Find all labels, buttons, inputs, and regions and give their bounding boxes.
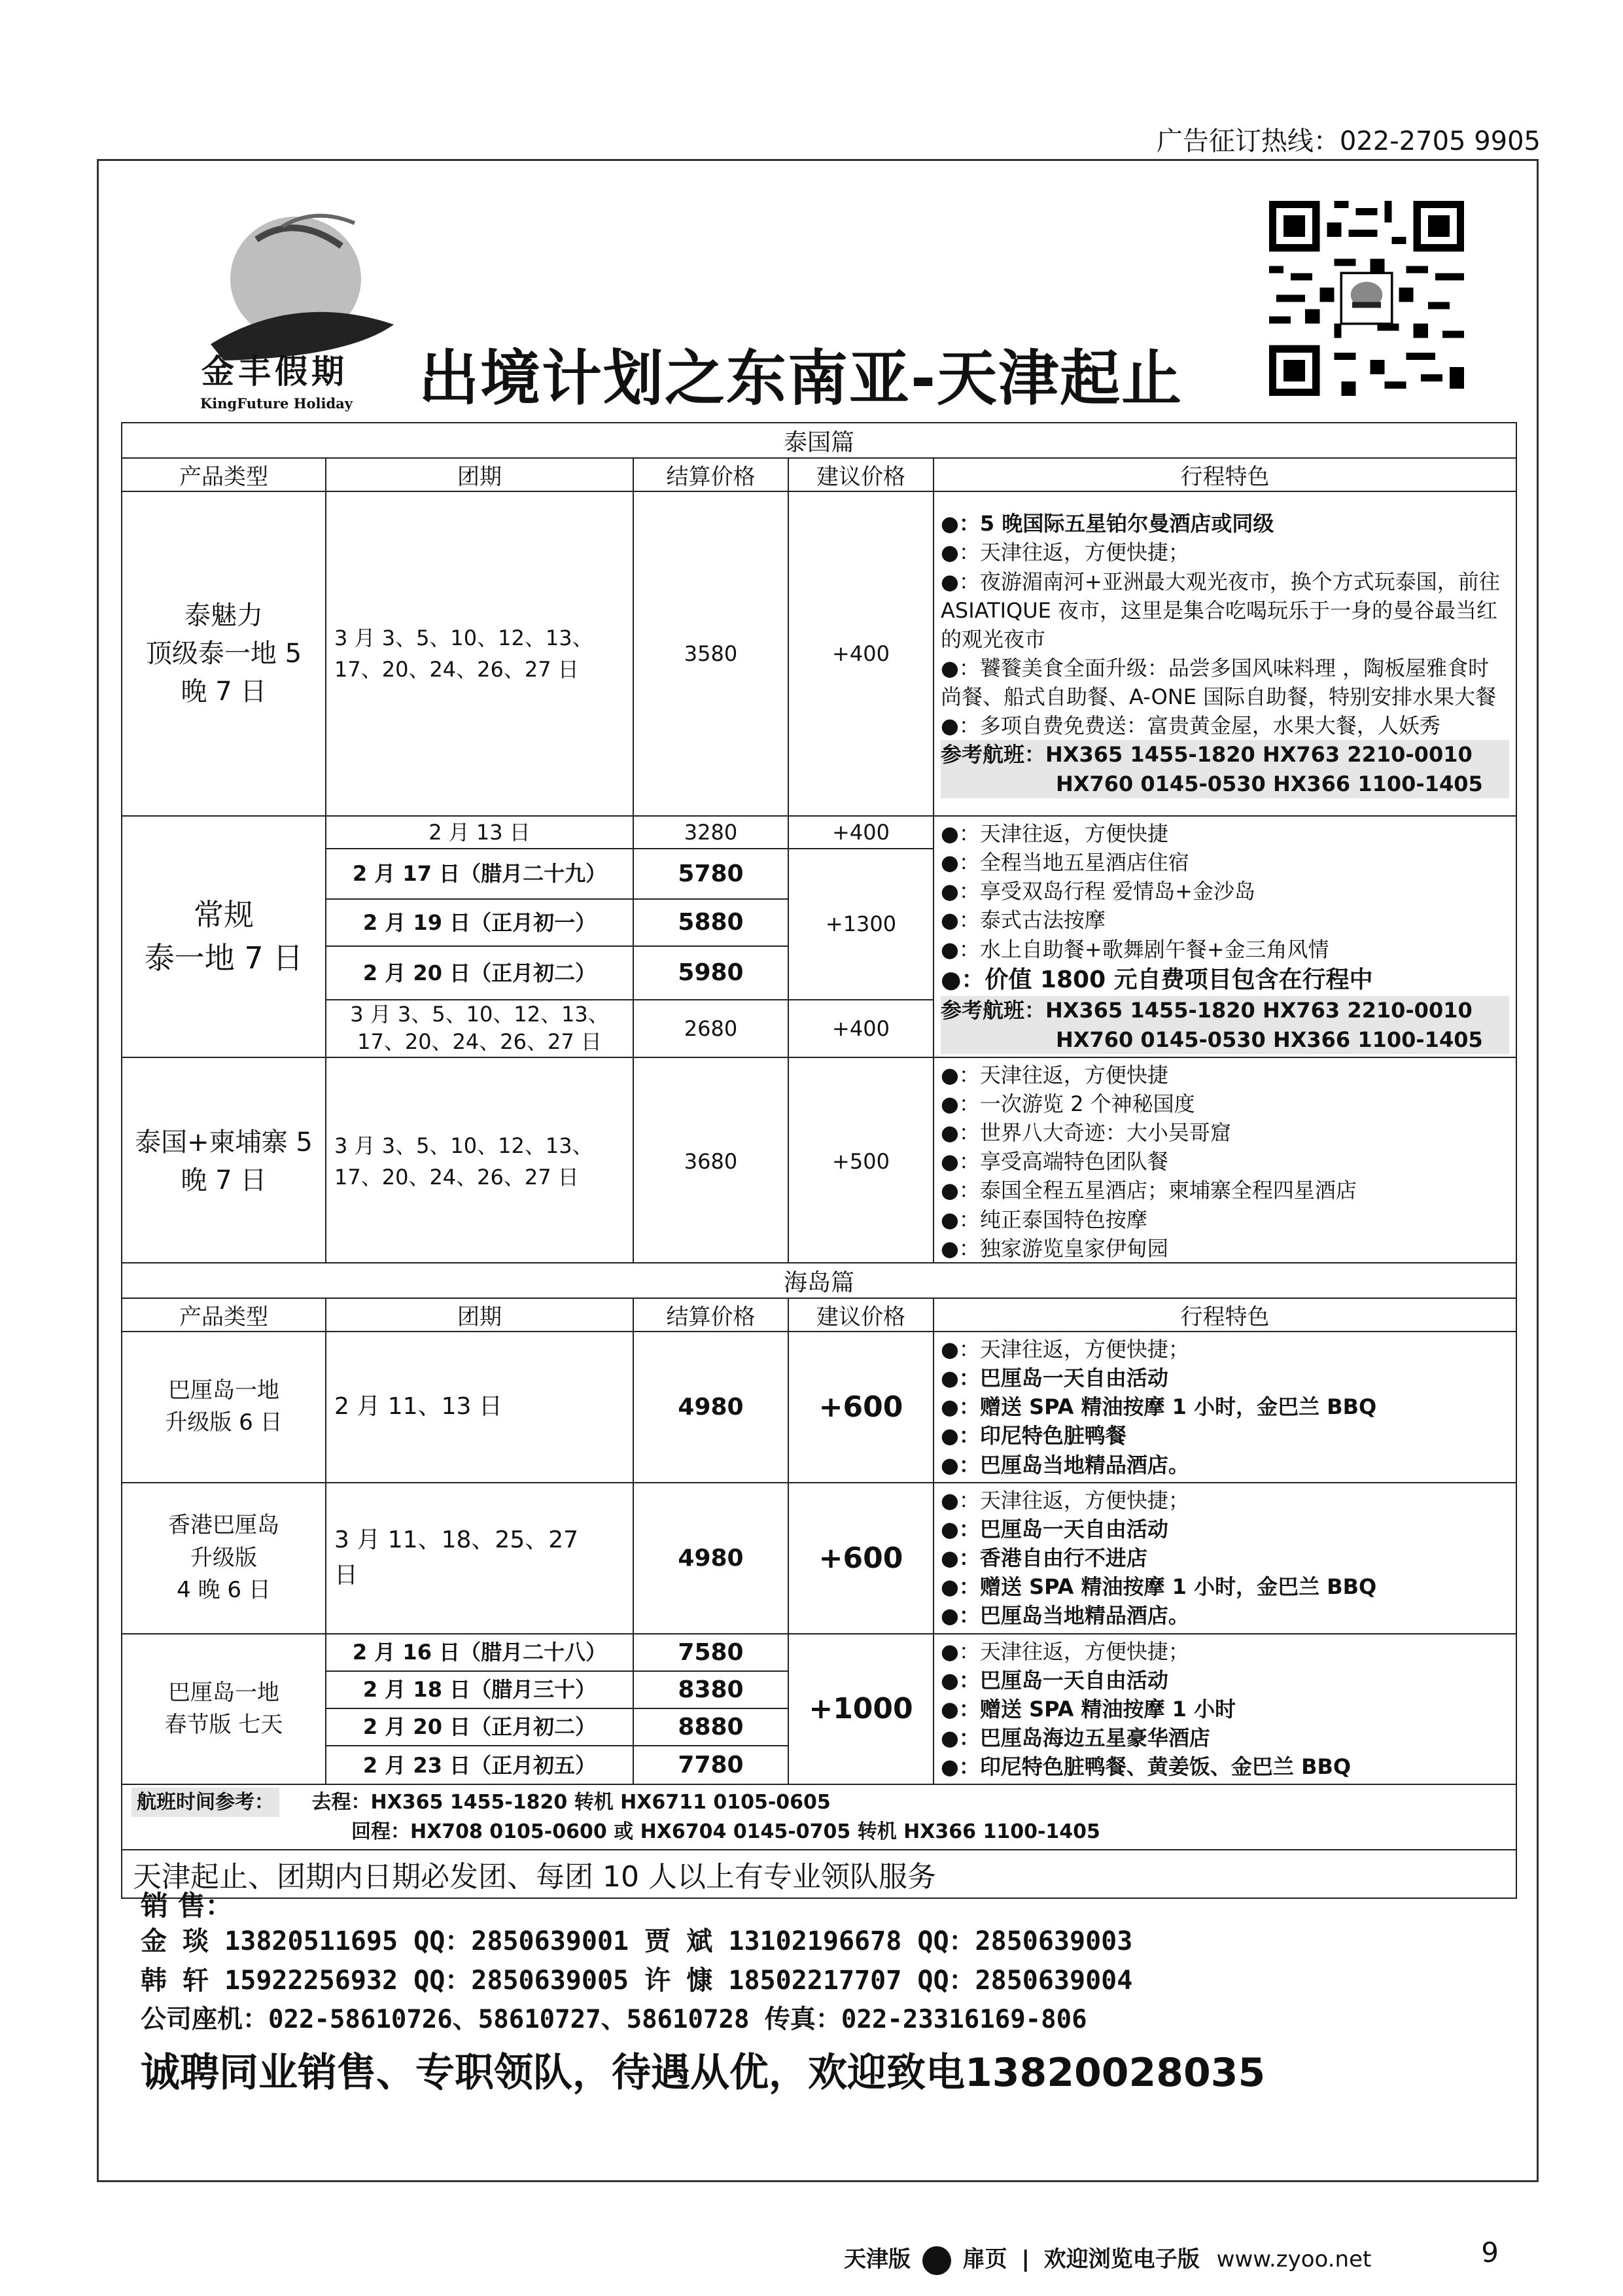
product-features xyxy=(934,491,1516,816)
feature-item: ●：享受双岛行程 爱情岛+金沙岛 xyxy=(941,879,1255,904)
island-table xyxy=(121,1262,1517,1899)
product-features xyxy=(934,1634,1516,1785)
flight-outbound: 去程：HX365 1455-1820 转机 HX6711 0105-0605 xyxy=(311,1791,831,1814)
settle-price: 4980 xyxy=(633,1483,788,1634)
product-type-tai-meili: 泰魅力 顶级泰一地 5 晚 7 日 xyxy=(122,491,326,816)
sales-label: 销 售： xyxy=(141,1890,233,1922)
settle-price: 8880 xyxy=(633,1708,788,1746)
feature-item: ●：巴厘岛海边五星豪华酒店 xyxy=(941,1725,1210,1751)
feature-item: ●：巴厘岛一天自由活动 xyxy=(941,1366,1168,1391)
flight-reference-label: 航班时间参考： xyxy=(131,1788,279,1817)
suggest-price: +500 xyxy=(788,1057,934,1266)
flight-return: 回程：HX708 0105-0600 或 HX6704 0145-0705 转机 HX366 1100-1405 xyxy=(351,1820,1100,1844)
feature-item: ●：印尼特色脏鸭餐、黄姜饭、金巴兰 BBQ xyxy=(941,1754,1352,1780)
tour-guarantee-note: 天津起止、团期内日期必发团、每团 10 人以上有专业领队服务 xyxy=(122,1850,1516,1898)
product-features xyxy=(934,1332,1516,1483)
feature-item: ●：5 晚国际五星铂尔曼酒店或同级 xyxy=(941,511,1274,537)
section-thailand: 泰国篇 xyxy=(122,423,1516,458)
feature-item: ●：巴厘岛当地精品酒店。 xyxy=(941,1452,1189,1477)
feature-item: ●：巴厘岛一天自由活动 xyxy=(941,1516,1168,1542)
product-dates: 3 月 3、5、10、12、13、 17、20、24、26、27 日 xyxy=(326,1057,633,1266)
flight-reference: 参考航班：HX365 1455-1820 HX763 2210-0010 xyxy=(941,740,1509,769)
section-island: 海岛篇 xyxy=(122,1263,1516,1298)
header-features: 行程特色 xyxy=(934,458,1516,491)
feature-item: ●：赠送 SPA 精油按摩 1 小时，金巴兰 BBQ xyxy=(941,1574,1377,1600)
sales-contact-1: 金 琰 13820511695 QQ：2850639001 贾 斌 13102196678 QQ：2850639003 xyxy=(141,1926,1133,1956)
feature-item: ●：天津往返，方便快捷 xyxy=(941,821,1168,846)
settle-price: 2680 xyxy=(633,1000,788,1057)
feature-item: ●：天津往返，方便快捷； xyxy=(941,540,1189,565)
feature-item: ●：夜游湄南河+亚洲最大观光夜市，换个方式玩泰国，前往 ASIATIQUE 夜市，这里是集合吃喝玩乐于一身的曼谷最当红的观光夜市 xyxy=(941,569,1500,652)
product-type-bali-spring: 巴厘岛一地 春节版 七天 xyxy=(122,1634,326,1785)
settle-price: 3580 xyxy=(633,491,788,816)
settle-price: 7580 xyxy=(633,1634,788,1671)
suggest-price: +600 xyxy=(788,1483,934,1634)
feature-item: ●：巴厘岛一天自由活动 xyxy=(941,1667,1168,1693)
recruitment-note: 诚聘同业销售、专职领队，待遇从优，欢迎致电13820028035 xyxy=(141,2050,1266,2096)
product-date: 2 月 16 日（腊月二十八） xyxy=(326,1634,633,1671)
feature-item: ●：天津往返，方便快捷； xyxy=(941,1638,1189,1664)
sales-contact-2: 韩 轩 15922256932 QQ：2850639005 许 慷 18502217707 QQ：2850639004 xyxy=(141,1966,1133,1996)
feature-item: ●：泰国全程五星酒店；柬埔寨全程四星酒店 xyxy=(941,1178,1357,1203)
flight-time-reference xyxy=(122,1784,1516,1850)
feature-item: ●：赠送 SPA 精油按摩 1 小时，金巴兰 BBQ xyxy=(941,1394,1377,1420)
settle-price: 5880 xyxy=(633,899,788,946)
suggest-price: +1300 xyxy=(788,849,934,1000)
header-suggest-price: 建议价格 xyxy=(788,1298,934,1332)
header-settle-price: 结算价格 xyxy=(633,458,788,491)
product-features xyxy=(934,816,1516,1057)
product-type-changgui: 常规 泰一地 7 日 xyxy=(122,816,326,1057)
product-type-bali: 巴厘岛一地 升级版 6 日 xyxy=(122,1332,326,1483)
product-date: 2 月 18 日（腊月三十） xyxy=(326,1671,633,1708)
feature-item: ●：多项自费免费送：富贵黄金屋，水果大餐，人妖秀 xyxy=(941,713,1440,739)
feature-item: ●：全程当地五星酒店住宿 xyxy=(941,850,1189,875)
qr-code xyxy=(1253,194,1480,403)
feature-item: ●：世界八大奇迹：大小吴哥窟 xyxy=(941,1120,1231,1146)
feature-item: ●：印尼特色脏鸭餐 xyxy=(941,1423,1126,1449)
welcome-text: 欢迎浏览电子版 xyxy=(1043,2246,1200,2272)
suggest-price: +600 xyxy=(788,1332,934,1483)
brand-icon xyxy=(922,2246,951,2275)
header-dates: 团期 xyxy=(326,1298,633,1332)
suggest-price: +400 xyxy=(788,1000,934,1057)
header-product-type: 产品类型 xyxy=(122,1298,326,1332)
settle-price: 5780 xyxy=(633,849,788,899)
header-suggest-price: 建议价格 xyxy=(788,458,934,491)
feature-item: ●：纯正泰国特色按摩 xyxy=(941,1207,1147,1232)
company-phone: 公司座机：022-58610726、58610727、58610728 传真：022-23316169-806 xyxy=(141,2005,1087,2034)
logo-english: KingFuture Holiday xyxy=(200,395,353,412)
suggest-price: +400 xyxy=(788,816,934,849)
product-date: 2 月 23 日（正月初五） xyxy=(326,1746,633,1784)
feature-item: ●：一次游览 2 个神秘国度 xyxy=(941,1091,1195,1116)
footer-bar: 天津版 扉页 | 欢迎浏览电子版 www.zyoo.net xyxy=(844,2241,1371,2275)
flight-reference: 参考航班：HX365 1455-1820 HX763 2210-0010 xyxy=(941,996,1509,1025)
settle-price: 3280 xyxy=(633,816,788,849)
suggest-price: +1000 xyxy=(788,1634,934,1785)
product-type-hk-bali: 香港巴厘岛 升级版 4 晚 6 日 xyxy=(122,1483,326,1634)
product-date: 2 月 20 日（正月初二） xyxy=(326,946,633,1000)
feature-item: ●：水上自助餐+歌舞剧午餐+金三角风情 xyxy=(941,936,1329,962)
header-settle-price: 结算价格 xyxy=(633,1298,788,1332)
feature-item: ●：赠送 SPA 精油按摩 1 小时 xyxy=(941,1696,1236,1722)
product-dates: 2 月 11、13 日 xyxy=(326,1332,633,1483)
settle-price: 3680 xyxy=(633,1057,788,1266)
section-label: 扉页 xyxy=(962,2246,1007,2272)
product-type-tai-jian: 泰国+柬埔寨 5 晚 7 日 xyxy=(122,1057,326,1266)
feature-item: ●：巴厘岛当地精品酒店。 xyxy=(941,1603,1189,1629)
product-date: 3 月 3、5、10、12、13、 17、20、24、26、27 日 xyxy=(326,1000,633,1057)
product-dates: 3 月 11、18、25、27 日 xyxy=(326,1483,633,1634)
product-features xyxy=(934,1483,1516,1634)
ad-hotline: 广告征订热线：022-2705 9905 xyxy=(1156,126,1541,156)
header-dates: 团期 xyxy=(326,458,633,491)
header-features: 行程特色 xyxy=(934,1298,1516,1332)
product-date: 2 月 17 日（腊月二十九） xyxy=(326,849,633,899)
edition-label: 天津版 xyxy=(844,2246,911,2272)
feature-item: ●：天津往返，方便快捷 xyxy=(941,1062,1168,1087)
feature-item: ●：天津往返，方便快捷； xyxy=(941,1487,1189,1513)
product-dates: 3 月 3、5、10、12、13、 17、20、24、26、27 日 xyxy=(326,491,633,816)
page-title: 出境计划之东南亚-天津起止 xyxy=(419,344,1183,414)
thailand-table xyxy=(121,422,1517,1267)
page-number: 9 xyxy=(1481,2236,1499,2269)
feature-item: ●：泰式古法按摩 xyxy=(941,908,1106,933)
feature-item: ●：饕餮美食全面升级：品尝多国风味料理 ，陶板屋雅食时尚餐、船式自助餐、A-ONE 国际自助餐，特别安排水果大餐 xyxy=(941,656,1497,710)
settle-price: 4980 xyxy=(633,1332,788,1483)
flight-reference: HX760 0145-0530 HX366 1100-1405 xyxy=(941,769,1509,798)
feature-item: ●：价值 1800 元自费项目包含在行程中 xyxy=(941,966,1373,993)
logo-name: 金丰假期 xyxy=(201,352,348,391)
product-features xyxy=(934,1057,1516,1266)
settle-price: 7780 xyxy=(633,1746,788,1784)
feature-item: ●：香港自由行不进店 xyxy=(941,1545,1147,1571)
settle-price: 5980 xyxy=(633,946,788,1000)
header-product-type: 产品类型 xyxy=(122,458,326,491)
product-date: 2 月 20 日（正月初二） xyxy=(326,1708,633,1746)
website-link[interactable]: www.zyoo.net xyxy=(1216,2246,1372,2272)
settle-price: 8380 xyxy=(633,1671,788,1708)
flight-reference: HX760 0145-0530 HX366 1100-1405 xyxy=(941,1025,1509,1054)
feature-item: ●：享受高端特色团队餐 xyxy=(941,1149,1168,1174)
suggest-price: +400 xyxy=(788,491,934,816)
feature-item: ●：天津往返，方便快捷； xyxy=(941,1337,1189,1362)
product-date: 2 月 13 日 xyxy=(326,816,633,849)
feature-item: ●：独家游览皇家伊甸园 xyxy=(941,1235,1168,1261)
product-date: 2 月 19 日（正月初一） xyxy=(326,899,633,946)
